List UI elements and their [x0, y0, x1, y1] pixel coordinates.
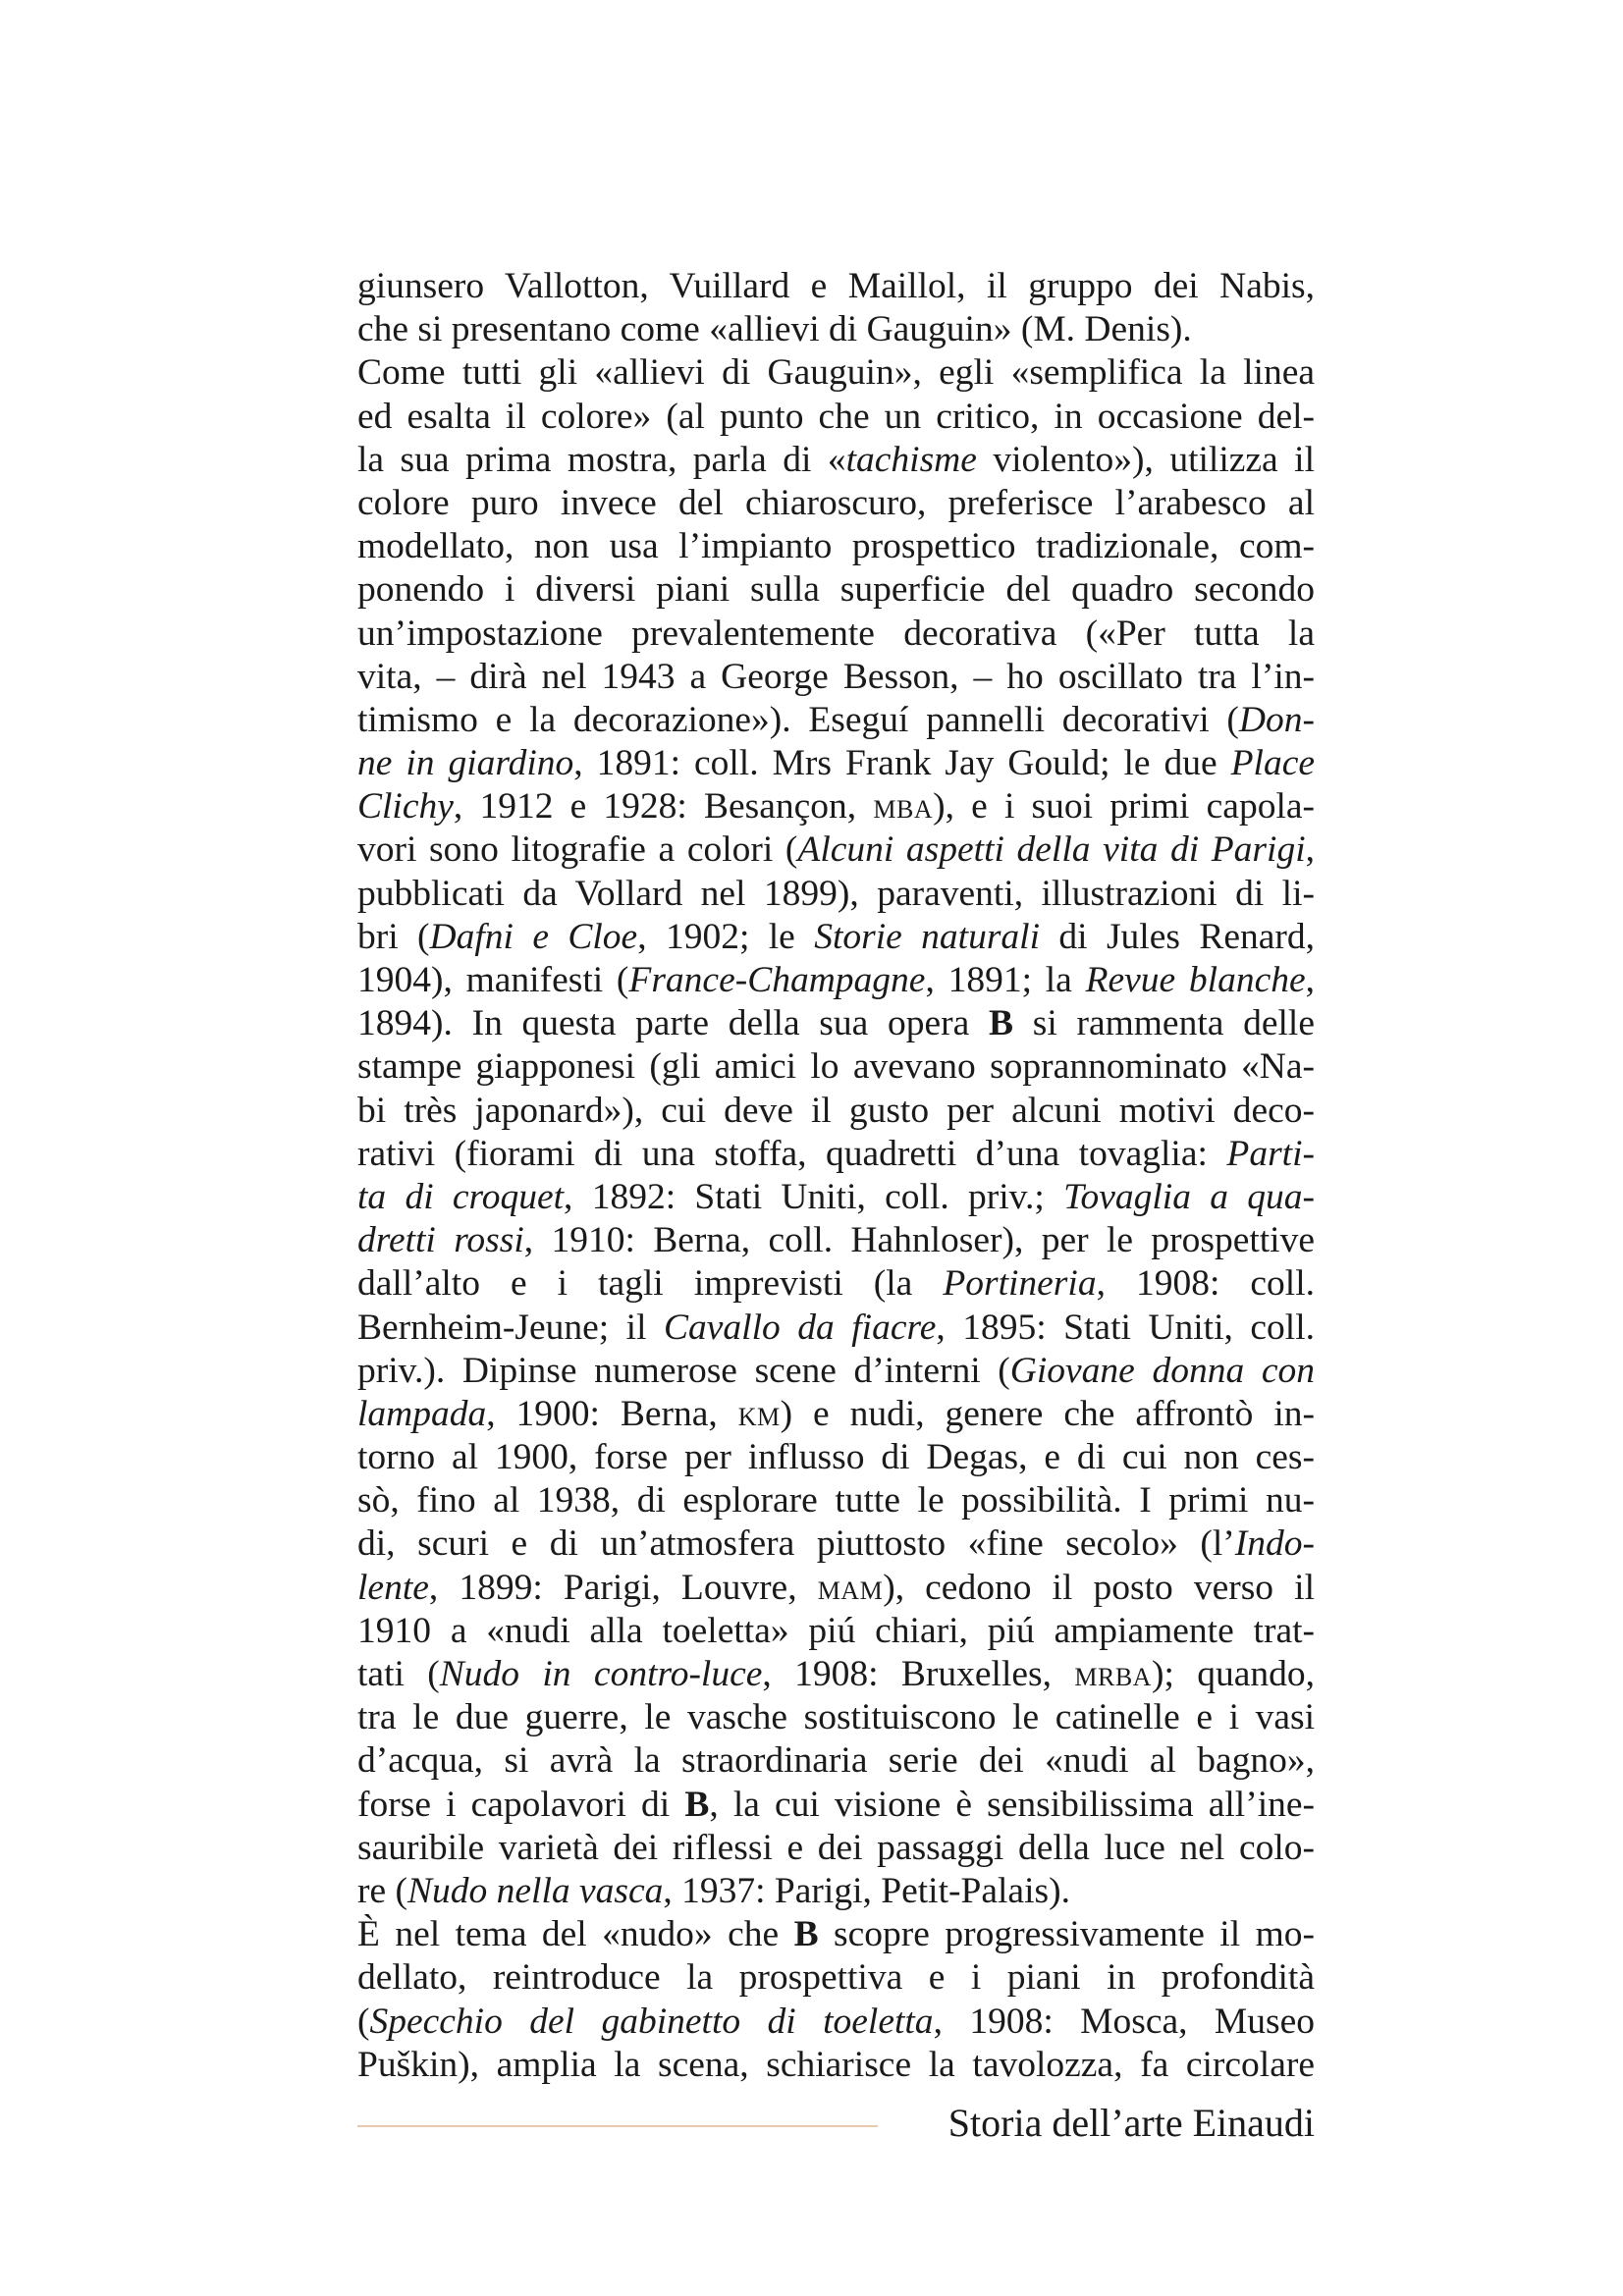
body-text [357, 265, 1315, 2087]
text-line [357, 613, 1315, 656]
text-run: ponendo i diversi piani sulla superficie del quadro secondo [357, 569, 1315, 611]
text-line [357, 742, 1315, 785]
text-run: , [1305, 829, 1315, 871]
italic-text: dretti rossi [357, 1220, 524, 1261]
text-run: colore puro invece del chiaroscuro, preferisce l’arabesco al [357, 482, 1315, 523]
text-line [357, 1956, 1315, 2000]
text-run: , 1899: Parigi, Louvre, [428, 1567, 818, 1608]
text-line [357, 916, 1315, 959]
text-line [357, 2044, 1315, 2087]
text-run: , 1895: Stati Uniti, coll. [936, 1307, 1315, 1348]
italic-text: Alcuni aspetti della vita di Parigi [797, 829, 1306, 871]
text-line [357, 1696, 1315, 1739]
text-line [357, 699, 1315, 742]
text-run: tati ( [357, 1654, 440, 1694]
italic-text: Indo- [1234, 1523, 1315, 1565]
text-run: giunsero Vallotton, Vuillard e Maillol, il gruppo dei Nabis, [357, 266, 1315, 306]
text-line [357, 785, 1315, 828]
text-run: re ( [357, 1870, 407, 1911]
italic-text: ta di croquet [357, 1176, 565, 1217]
text-run: Puškin), amplia la scena, schiarisce la tavolozza, fa circolare [357, 2044, 1315, 2085]
text-run: , 1900: Berna, [486, 1393, 738, 1434]
text-run: , 1902; le [637, 916, 815, 957]
italic-text: ne in giardino [357, 743, 574, 784]
text-run: rativi (fiorami di una stoffa, quadretti d’una tovaglia: [357, 1133, 1227, 1174]
text-line [357, 1739, 1315, 1783]
footer-title: Storia dell’arte Einaudi [947, 2101, 1315, 2145]
text-run: 1904), manifesti ( [357, 960, 629, 1000]
text-run: dall’alto e i tagli imprevisti (la [357, 1263, 944, 1305]
italic-text: Cavallo da fiacre [664, 1307, 937, 1348]
text-run: si rammenta delle [1013, 1003, 1315, 1044]
text-run: pubblicati da Vollard nel 1899), paraventi, illustrazioni di li- [357, 873, 1315, 914]
text-run: , 1891; la [925, 960, 1086, 1000]
text-run: scopre progressivamente il mo- [818, 1914, 1315, 1955]
text-run: , 1892: Stati Uniti, coll. priv.; [564, 1176, 1064, 1217]
page-footer [357, 2099, 1315, 2148]
text-line [357, 1262, 1315, 1306]
text-line [357, 308, 1315, 351]
italic-text: Parti- [1226, 1133, 1315, 1174]
italic-text: Revue blanche [1085, 960, 1306, 1000]
text-run: di Jules Renard, [1040, 916, 1315, 957]
text-run: tra le due guerre, le vasche sostituiscono le catinelle e i vasi [357, 1697, 1315, 1738]
text-run: , 1891: coll. Mrs Frank Jay Gould; le due [573, 743, 1231, 784]
text-line [357, 482, 1315, 525]
text-line [357, 568, 1315, 612]
text-run: , la cui visione è sensibilissima all’ine- [709, 1784, 1315, 1825]
text-run: sò, fino al 1938, di esplorare tutte le possibilità. I primi nu- [357, 1480, 1315, 1522]
text-run: bri ( [357, 916, 430, 957]
text-run: torno al 1900, forse per influsso di Degas, e di cui non ces- [357, 1437, 1315, 1478]
italic-text: Dafni e Cloe [429, 916, 638, 957]
text-line [357, 1176, 1315, 1219]
text-run: 1894). In questa parte della sua opera [357, 1003, 989, 1044]
bold-text: B [684, 1784, 710, 1825]
text-run: , 1937: Parigi, Petit-Palais). [663, 1870, 1070, 1911]
text-line [357, 656, 1315, 699]
text-run: dellato, reintroduce la prospettiva e i piani in profondità [357, 1957, 1315, 1999]
text-line [357, 265, 1315, 308]
text-run: di, scuri e di un’atmosfera piuttosto «fine secolo» (l’ [357, 1523, 1235, 1565]
italic-text: France-Champagne [628, 960, 926, 1000]
text-run: ( [357, 2001, 370, 2042]
smallcaps-text: mba [873, 786, 934, 828]
text-line [357, 873, 1315, 916]
text-run: , [1305, 960, 1316, 1000]
bold-text: B [989, 1003, 1014, 1044]
italic-text: Nudo in contro-luce [439, 1654, 763, 1694]
text-run: bi très japonard»), cui deve il gusto per alcuni motivi deco- [357, 1090, 1315, 1131]
italic-text: Specchio del gabinetto di toeletta [369, 2001, 934, 2042]
bold-text: B [793, 1914, 819, 1955]
text-line [357, 828, 1315, 872]
text-run: , 1910: Berna, coll. Hahnloser), per le prospettive [523, 1220, 1315, 1261]
text-line [357, 1784, 1315, 1827]
text-run: timismo e la decorazione»). Eseguí pannelli decorativi ( [357, 699, 1239, 740]
text-line [357, 1002, 1315, 1045]
italic-text: Place [1230, 743, 1315, 784]
text-run: ), cedono il posto verso il [883, 1567, 1315, 1608]
text-run: È nel tema del «nudo» che [357, 1914, 794, 1955]
text-run: stampe giapponesi (gli amici lo avevano soprannominato «Na- [357, 1046, 1315, 1088]
text-run: ed esalta il colore» (al punto che un critico, in occasione del- [357, 396, 1315, 437]
text-line [357, 1870, 1315, 1913]
text-run: ) e nudi, genere che affrontò in- [780, 1393, 1315, 1434]
text-run: , 1908: Mosca, Museo [933, 2001, 1315, 2042]
text-line [357, 1133, 1315, 1176]
text-run: forse i capolavori di [357, 1784, 685, 1825]
text-run: , 1908: coll. [1096, 1263, 1315, 1305]
text-run: priv.). Dipinse numerose scene d’interni ( [357, 1350, 1010, 1391]
text-line [357, 439, 1315, 482]
text-line [357, 959, 1315, 1002]
text-line [357, 1610, 1315, 1653]
text-line [357, 1567, 1315, 1610]
text-line [357, 1090, 1315, 1133]
text-run: Come tutti gli «allievi di Gauguin», egli «semplifica la linea [357, 352, 1315, 394]
italic-text: tachisme [845, 439, 977, 480]
text-run: ); quando, [1151, 1654, 1315, 1694]
text-line [357, 2001, 1315, 2044]
text-run: d’acqua, si avrà la straordinaria serie dei «nudi al bagno», [357, 1740, 1315, 1782]
text-line [357, 396, 1315, 439]
text-run: che si presentano come «allievi di Gauguin» (M. Denis). [357, 309, 1192, 350]
italic-text: lampada [357, 1393, 487, 1434]
text-run: un’impostazione prevalentemente decorativa («Per tutta la [357, 613, 1315, 654]
text-run: vori sono litografie a colori ( [357, 829, 798, 871]
italic-text: Don- [1238, 699, 1315, 740]
text-run: vita, – dirà nel 1943 a George Besson, – ho oscillato tra l’in- [357, 656, 1315, 697]
text-run: la sua prima mostra, parla di « [357, 439, 846, 480]
text-run: violento»), utilizza il [976, 439, 1315, 480]
italic-text: Giovane donna con [1009, 1350, 1316, 1391]
text-run: 1910 a «nudi alla toeletta» piú chiari, piú ampiamente trat- [357, 1610, 1315, 1651]
text-line [357, 1653, 1315, 1696]
italic-text: Tovaglia a qua- [1063, 1176, 1315, 1217]
text-line [357, 1436, 1315, 1479]
text-line [357, 1219, 1315, 1262]
italic-text: Storie naturali [814, 916, 1041, 957]
text-line [357, 1350, 1315, 1393]
footer-rule [357, 2125, 878, 2127]
italic-text: Portineria [943, 1263, 1097, 1305]
smallcaps-text: mam [817, 1567, 884, 1608]
smallcaps-text: mrba [1074, 1654, 1152, 1694]
text-run: , 1912 e 1928: Besançon, [453, 786, 874, 828]
italic-text: Nudo nella vasca [407, 1870, 664, 1911]
text-line [357, 1913, 1315, 1956]
text-run: , 1908: Bruxelles, [762, 1654, 1075, 1694]
text-line [357, 1522, 1315, 1566]
text-run: ), e i suoi primi capola- [933, 786, 1315, 828]
text-run: modellato, non usa l’impianto prospettico tradizionale, com- [357, 526, 1315, 567]
text-line [357, 525, 1315, 568]
text-line [357, 351, 1315, 395]
text-line [357, 1393, 1315, 1436]
text-line [357, 1307, 1315, 1350]
text-run: Bernheim-Jeune; il [357, 1307, 665, 1348]
italic-text: lente [357, 1567, 429, 1608]
italic-text: Clichy [357, 786, 454, 828]
text-line [357, 1045, 1315, 1089]
text-run: sauribile varietà dei riflessi e dei passaggi della luce nel colo- [357, 1827, 1315, 1868]
text-line [357, 1479, 1315, 1522]
text-line [357, 1827, 1315, 1870]
smallcaps-text: km [737, 1393, 781, 1434]
